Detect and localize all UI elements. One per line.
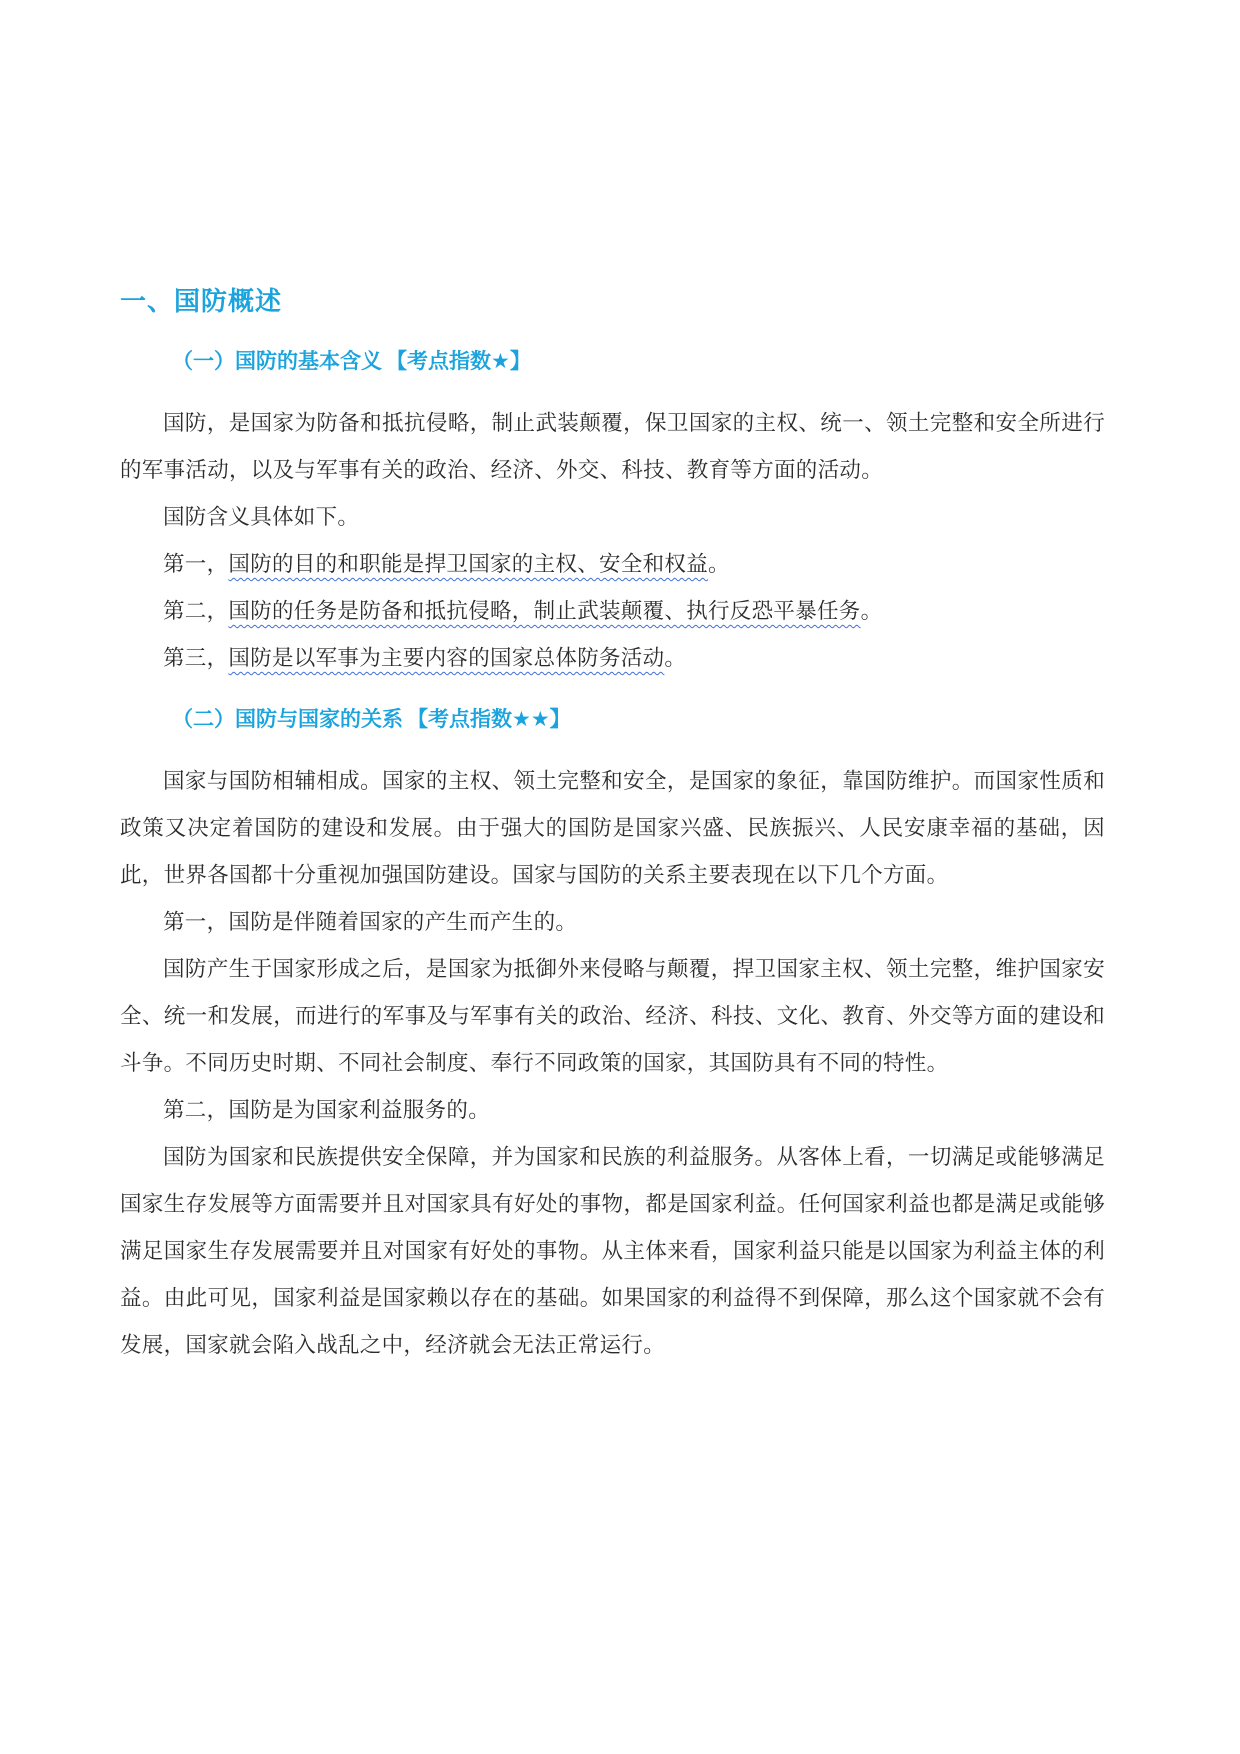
subsection-heading-relationship [172,702,571,736]
subsection-heading-text: （二）国防与国家的关系 [172,707,403,731]
point-end: 。 [860,599,883,624]
point-lead: 第一， [163,552,229,577]
paragraph-explanation-two: 国防为国家和民族提供安全保障，并为国家和民族的利益服务。从客体上看，一切满足或能够满足国家生存发展等方面需要并且对国家具有好处的事物，都是国家利益。任何国家利益也都是满足或能够满足国家生存发展需要并且对国家有好处的事物。从主体来看，国家利益只能是以国家为利益主体的利益。由此可见，国家利益是国家赖以存在的基础。如果国家的利益得不到保障，那么这个国家就不会有发展，国家就会陷入战乱之中，经济就会无法正常运行。 [120,1145,1105,1358]
paragraph-point-one: 第一，国防是伴随着国家的产生而产生的。 [163,910,578,935]
point-lead: 第二， [163,599,229,624]
paragraph-overview: 国家与国防相辅相成。国家的主权、领土完整和安全，是国家的象征，靠国防维护。而国家性质和政策又决定着国防的建设和发展。由于强大的国防是国家兴盛、民族振兴、人民安康幸福的基础，因此，世界各国都十分重视加强国防建设。国家与国防的关系主要表现在以下几个方面。 [120,769,1105,888]
emphasized-text: 国防是以军事为主要内容的国家总体防务活动 [228,646,665,671]
paragraph-point-two [120,588,1105,635]
emphasized-text: 国防的任务是防备和抵抗侵略，制止武装颠覆、执行反恐平暴任务 [228,599,861,624]
point-end: 。 [664,646,687,671]
subsection-heading-text: （一）国防的基本含义 [172,349,382,373]
subsection-body-relationship [120,758,1105,1369]
section-title: 一、国防概述 [120,287,283,317]
emphasized-text: 国防的目的和职能是捍卫国家的主权、安全和权益 [228,552,709,577]
paragraph-definition: 国防，是国家为防备和抵抗侵略，制止武装颠覆，保卫国家的主权、统一、领土完整和安全所进行的军事活动，以及与军事有关的政治、经济、外交、科技、教育等方面的活动。 [120,411,1105,483]
paragraph-explanation-one: 国防产生于国家形成之后，是国家为抵御外来侵略与颠覆，捍卫国家主权、领土完整，维护国家安全、统一和发展，而进行的军事及与军事有关的政治、经济、科技、文化、教育、外交等方面的建设和斗争。不同历史时期、不同社会制度、奉行不同政策的国家，其国防具有不同的特性。 [120,957,1105,1076]
subsection-heading-basic-meaning [172,344,531,378]
key-point-index: 【考点指数★★】 [407,707,571,731]
point-lead: 第三， [163,646,229,671]
key-point-index: 【考点指数★】 [386,349,531,373]
paragraph-point-one [120,541,1105,588]
paragraph-intro: 国防含义具体如下。 [163,505,360,530]
paragraph-point-two: 第二，国防是为国家利益服务的。 [163,1098,491,1123]
subsection-body-basic-meaning [120,400,1105,682]
paragraph-point-three [120,635,1105,682]
point-end: 。 [708,552,730,577]
